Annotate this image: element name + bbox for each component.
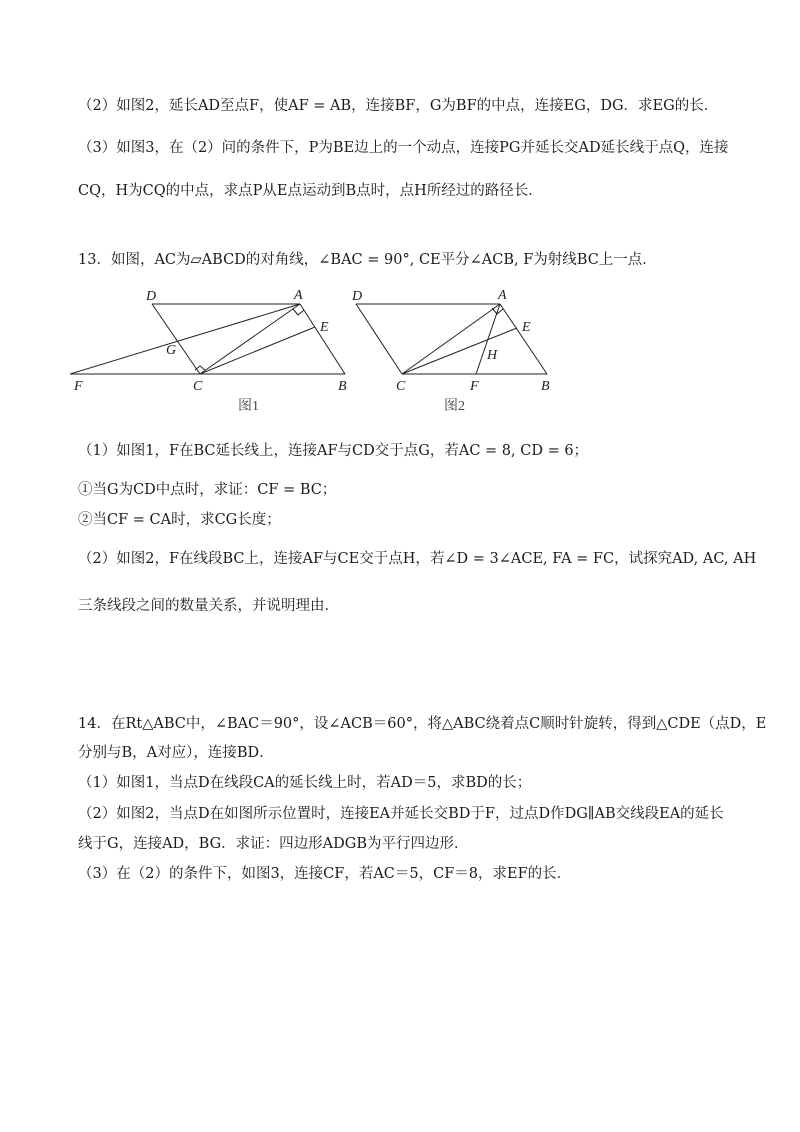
label-E: E [522,320,531,335]
problem14-part2-line1: （2）如图2，当点D在如图所示位置时，连接EA并延长交BD于F，过点D作DG∥AB交线段EA的延长 [78,806,724,822]
problem13-part2-line1: （2）如图2，F在线段BC上，连接AF与CE交于点H，若∠D = 3∠ACE, FA = FC，试探究AD, AC, AH [78,551,757,567]
figure-2 [350,286,570,420]
problem13-part1: （1）如图1，F在BC延长线上，连接AF与CD交于点G，若AC = 8, CD = 6； [78,443,589,459]
right-angle-mark-C [195,366,205,370]
problem14-line2: 分别与B，A对应），连接BD． [78,745,274,761]
label-F: F [74,379,83,394]
problem14-part3: （3）在（2）的条件下，如图3，连接CF，若AC＝5，CF＝8，求EF的长． [78,866,572,882]
figure-2-diagram [350,286,570,416]
segment-CE [402,328,517,374]
problem13-stem: 13．如图，AC为▱ABCD的对角线，∠BAC = 90°, CE平分∠ACB, F为射线BC上一点． [78,252,657,268]
figure-2-caption: 图2 [444,399,465,414]
label-C: C [193,379,203,394]
label-F: F [470,379,479,394]
problem13-sub1: ①当G为CD中点时，求证：CF = BC； [78,482,337,498]
label-B: B [338,379,347,394]
label-D: D [146,289,157,304]
figure-1-caption: 图1 [238,399,259,414]
label-D: D [352,289,363,304]
problem14-line1: 14．在Rt△ABC中，∠BAC＝90°，设∠ACB＝60°，将△ABC绕着点C顺时针旋转，得到△CDE（点D，E [78,716,767,732]
label-C: C [396,379,406,394]
label-H: H [487,348,498,363]
segment-AF [70,304,300,374]
right-angle-mark-A [293,309,304,315]
side-DC [356,304,402,374]
diagonal-AC [402,304,500,374]
problem12-part3-line1: （3）如图3，在（2）问的条件下，P为BE边上的一个动点，连接PG并延长交AD延长线于点Q，连接 [78,140,729,156]
problem14-part2-line2: 线于G，连接AD，BG．求证：四边形ADGB为平行四边形． [78,836,469,852]
label-E: E [320,320,329,335]
label-G: G [166,343,177,358]
label-A: A [294,288,303,303]
side-DC [152,304,200,374]
problem14-part1: （1）如图1，当点D在线段CA的延长线上时，若AD＝5，求BD的长； [78,775,532,791]
problem12-part3-line2: CQ，H为CQ的中点，求点P从E点运动到B点时，点H所经过的路径长． [78,183,543,199]
side-AB [300,304,345,374]
figure-1-diagram [70,286,355,416]
label-A: A [498,288,507,303]
problem13-part2-line2: 三条线段之间的数量关系，并说明理由． [78,598,339,614]
side-AB [500,304,547,374]
segment-AF [476,304,500,374]
label-B: B [541,379,550,394]
problem13-sub2: ②当CF = CA时，求CG长度； [78,512,281,528]
figure-1 [70,286,355,420]
problem12-part2: （2）如图2，延长AD至点F，使AF = AB，连接BF，G为BF的中点，连接EG，DG．求EG的长． [78,98,719,114]
